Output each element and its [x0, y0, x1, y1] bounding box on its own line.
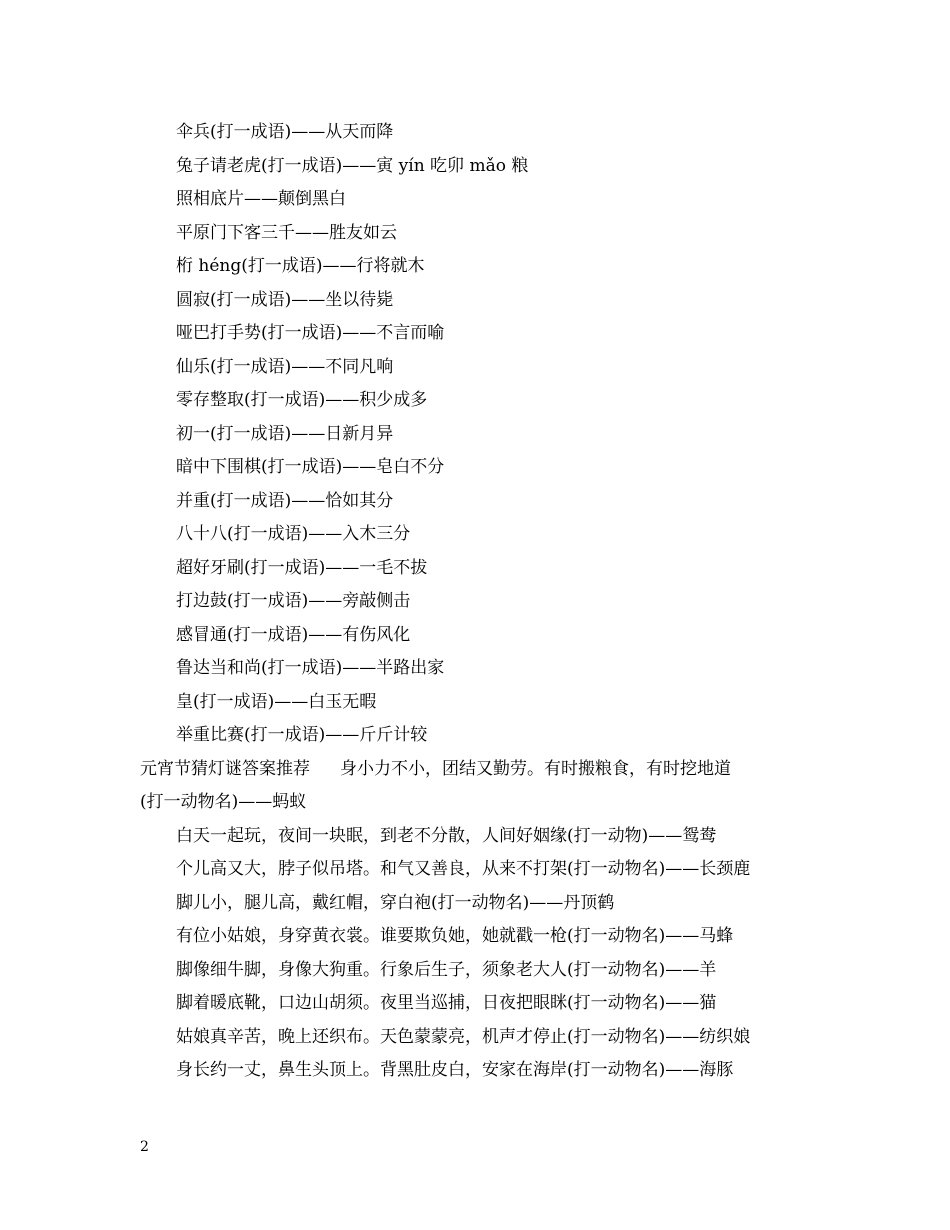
riddle-line: 照相底片——颠倒黑白	[176, 189, 346, 209]
section-heading: 元宵节猜灯谜答案推荐	[140, 758, 310, 779]
heading-gap	[310, 753, 340, 787]
riddle-line: 身长约一丈，鼻生头顶上。背黑肚皮白，安家在海岸(打一动物名)——海豚	[176, 1060, 734, 1080]
riddle-line: 举重比赛(打一成语)——斤斤计较	[176, 725, 428, 745]
riddle-line: 皇(打一成语)——白玉无暇	[176, 691, 377, 712]
riddle-line: 姑娘真辛苦，晚上还织布。天色蒙蒙亮，机声才停止(打一动物名)——纺织娘	[176, 1026, 751, 1047]
riddle-line: 兔子请老虎(打一成语)——寅 yín 吃卯 mǎo 粮	[176, 155, 529, 176]
riddle-text: 身小力不小，团结又勤劳。有时搬粮食，有时挖地道	[340, 758, 731, 779]
riddle-line: 白天一起玩，夜间一块眠，到老不分散，人间好姻缘(打一动物)——鸳鸯	[176, 825, 717, 846]
riddle-line: 并重(打一成语)——恰如其分	[176, 490, 394, 511]
section-heading-line	[140, 753, 820, 787]
riddle-line: 打边鼓(打一成语)——旁敲侧击	[176, 591, 411, 611]
riddle-line: 桁 héng(打一成语)——行将就木	[176, 256, 425, 276]
riddle-continuation: (打一动物名)——蚂蚁	[140, 792, 307, 812]
riddle-line: 伞兵(打一成语)——从天而降	[176, 122, 394, 142]
riddle-line: 仙乐(打一成语)——不同凡响	[176, 356, 394, 377]
riddle-line: 哑巴打手势(打一成语)——不言而喻	[176, 323, 445, 343]
riddle-line: 个儿高又大，脖子似吊塔。和气又善良，从来不打架(打一动物名)——长颈鹿	[176, 859, 751, 879]
riddle-line: 零存整取(打一成语)——积少成多	[176, 390, 428, 410]
riddle-line: 感冒通(打一成语)——有伤风化	[176, 624, 411, 645]
riddle-line: 圆寂(打一成语)——坐以待毙	[176, 289, 394, 310]
riddle-line: 有位小姑娘，身穿黄衣裳。谁要欺负她，她就戳一枪(打一动物名)——马蜂	[176, 926, 734, 946]
riddle-line: 脚像细牛脚，身像大狗重。行象后生子，须象老大人(打一动物名)——羊	[176, 959, 717, 980]
riddle-line: 八十八(打一成语)——入木三分	[176, 524, 411, 544]
riddle-line: 初一(打一成语)——日新月异	[176, 423, 394, 444]
riddle-line: 鲁达当和尚(打一成语)——半路出家	[176, 658, 445, 678]
riddle-line: 暗中下围棋(打一成语)——皂白不分	[176, 457, 445, 477]
page-number: 2	[140, 1139, 149, 1155]
riddle-line: 超好牙刷(打一成语)——一毛不拔	[176, 557, 428, 578]
riddle-line: 脚着暖底靴，口边山胡须。夜里当巡捕，日夜把眼眯(打一动物名)——猫	[176, 993, 717, 1013]
riddle-line: 平原门下客三千——胜友如云	[176, 222, 397, 243]
page-content	[140, 116, 820, 1088]
riddle-line: 脚儿小，腿儿高，戴红帽，穿白袍(打一动物名)——丹顶鹤	[176, 892, 615, 913]
